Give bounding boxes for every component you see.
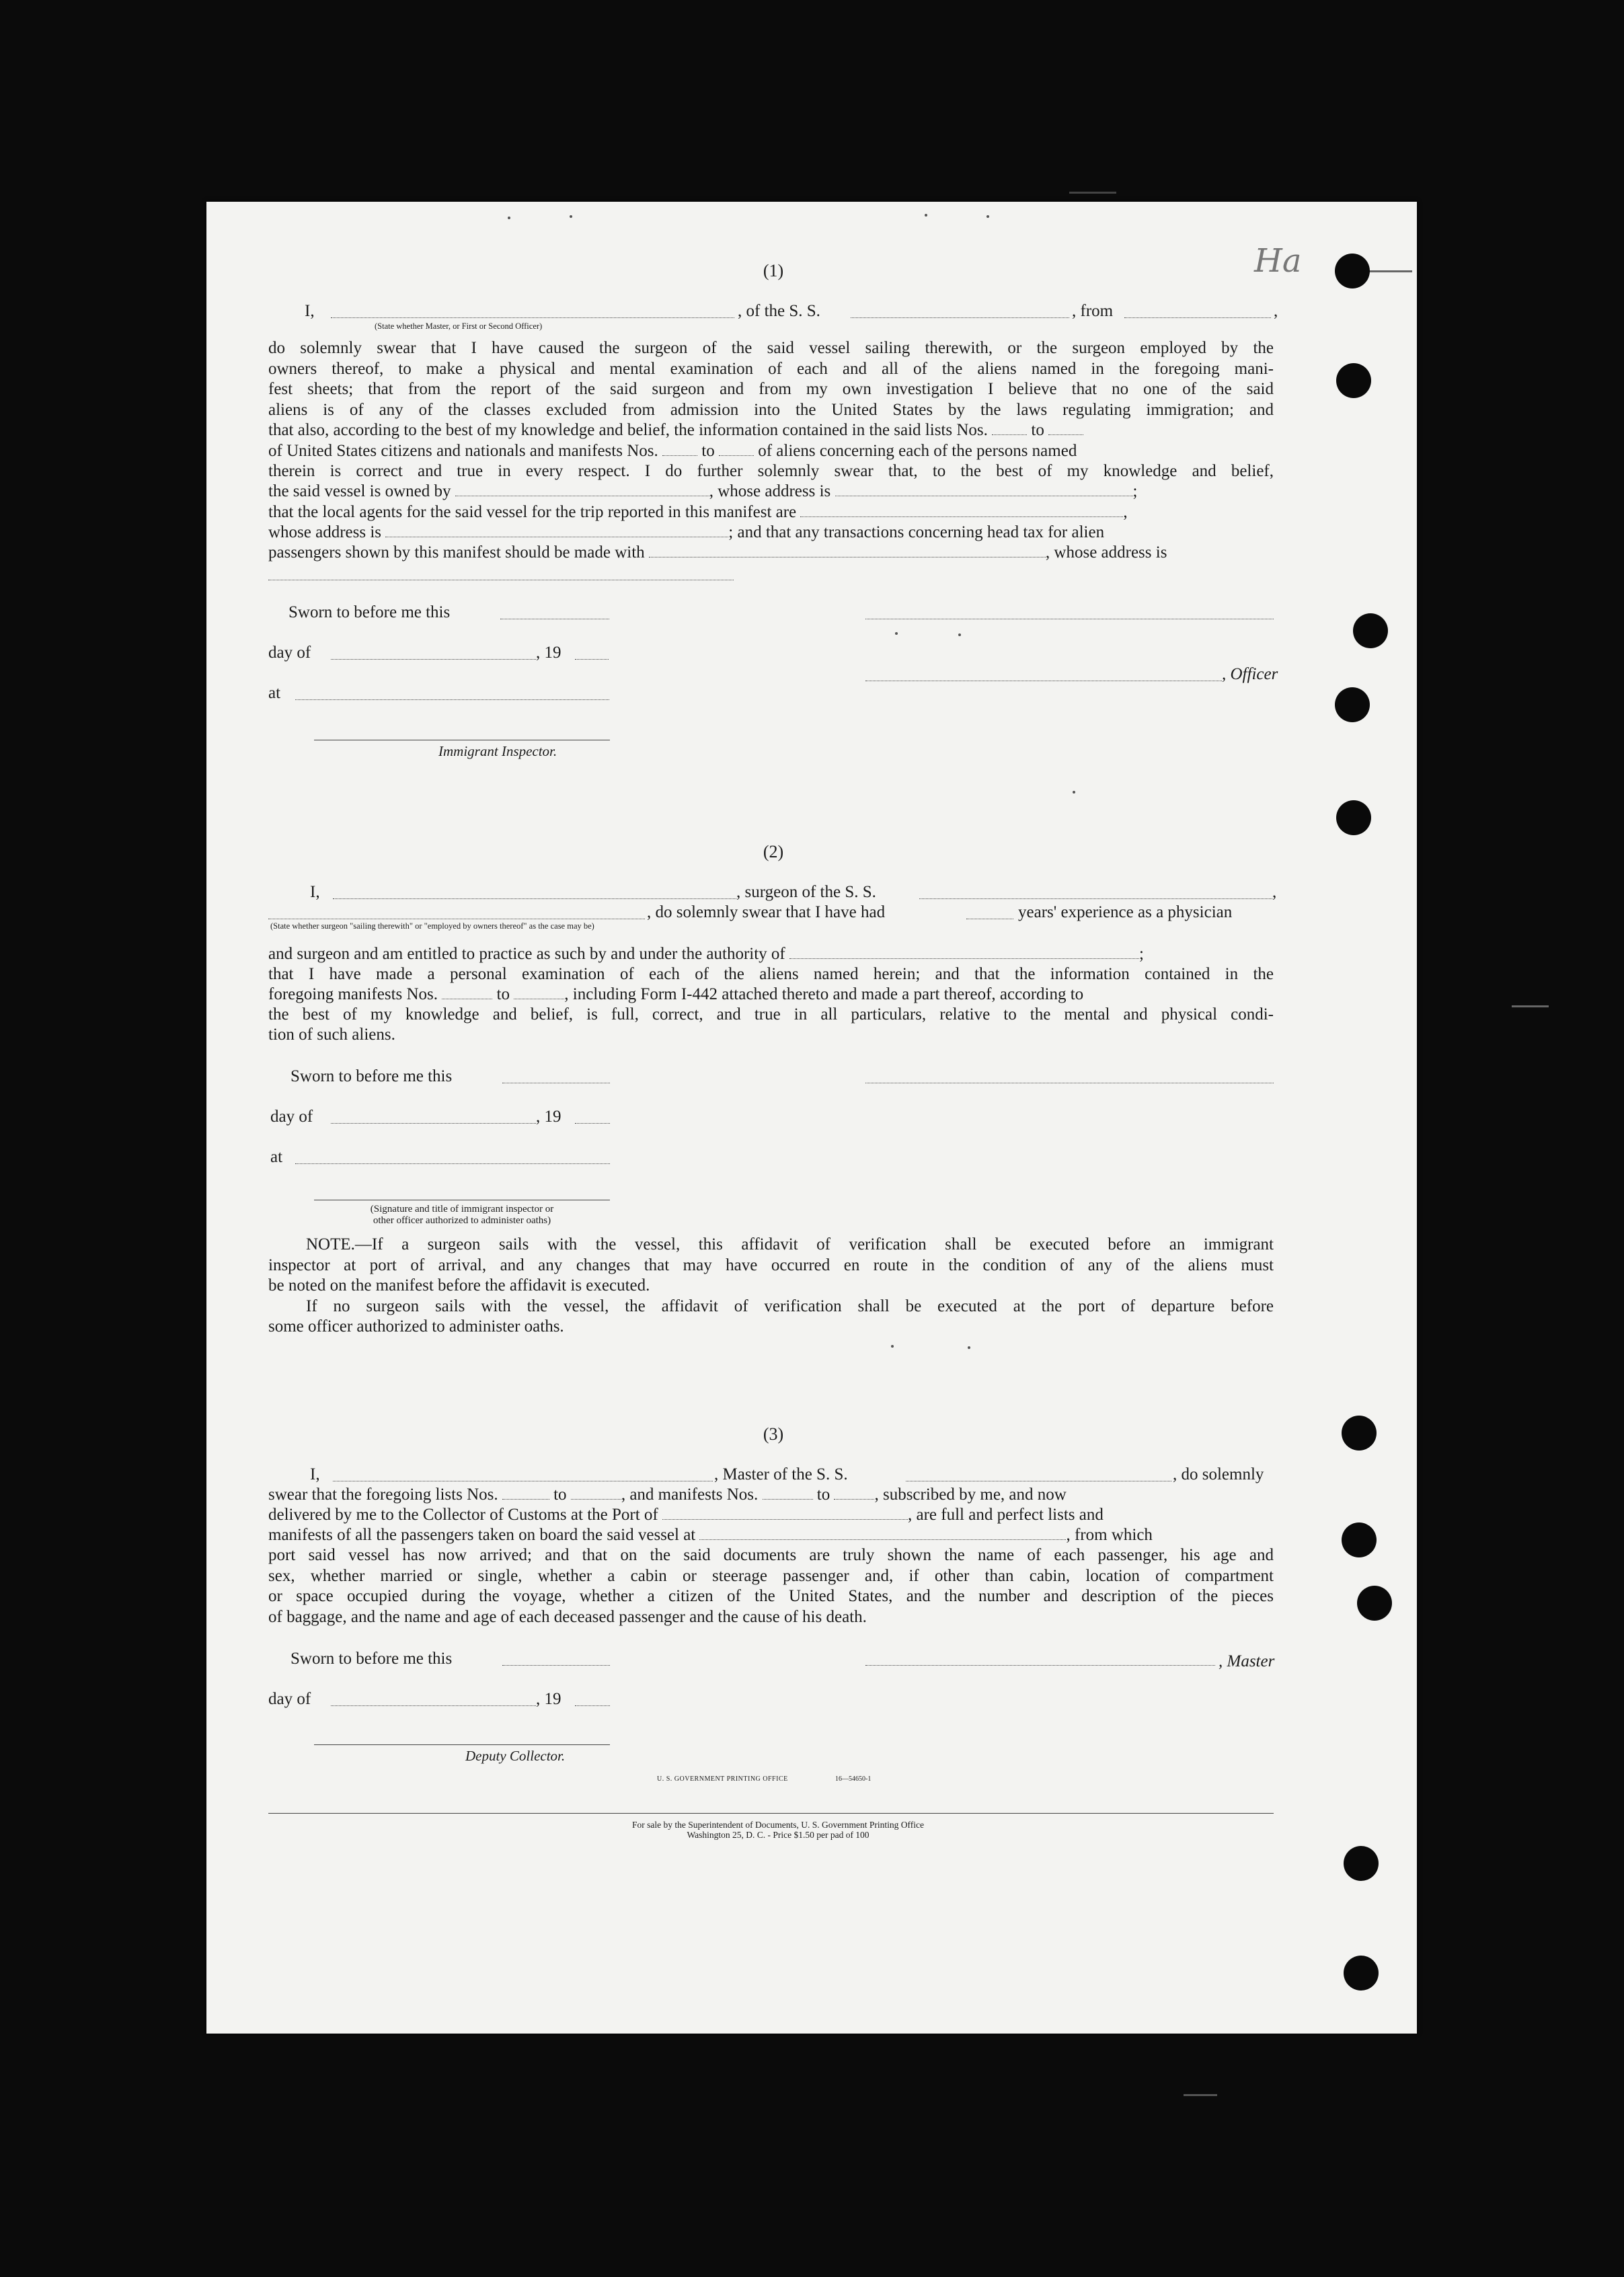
- text: , whose address is: [1045, 543, 1167, 562]
- margin-handwriting: Ha: [1254, 242, 1302, 280]
- lists-line: [268, 1485, 1067, 1505]
- text: ; and that any transactions concerning head tax for alien: [728, 523, 1105, 541]
- from-port-blank[interactable]: [1124, 317, 1271, 318]
- lists-to-blank[interactable]: [1048, 422, 1083, 435]
- manifest-page: [206, 202, 1417, 2034]
- owned-by-line: [268, 481, 1137, 502]
- paper-speck: [1073, 791, 1075, 794]
- text-line: sex, whether married or single, whether a cabin or steerage passenger and, if other than cabin, location of compartment: [268, 1566, 1274, 1585]
- departure-port-blank[interactable]: [699, 1527, 1066, 1540]
- sale-line: For sale by the Superintendent of Documents, U. S. Government Printing Office: [632, 1820, 924, 1830]
- sale-notice: [509, 1820, 1047, 1840]
- section-3-paragraph: [268, 1545, 1274, 1627]
- manifests-nos-line: [268, 441, 1077, 461]
- officer-caption: (State whether Master, or First or Second Officer): [375, 321, 543, 331]
- therein-line: therein is correct and true in every respect. I do further solemnly swear that, to the best of my knowledge and belief,: [268, 462, 1274, 480]
- year-label: , 19: [536, 1108, 562, 1126]
- manifests-line: [268, 985, 1083, 1005]
- label-master-of-ss: , Master of the S. S.: [714, 1465, 848, 1483]
- note-line: be noted on the manifest before the affidavit is executed.: [268, 1276, 650, 1295]
- punch-hole: [1342, 1416, 1377, 1451]
- text-line: of baggage, and the name and age of each deceased passenger and the cause of his death.: [268, 1607, 867, 1626]
- text: of aliens concerning each of the persons named: [758, 442, 1077, 460]
- years-text: years' experience as a physician: [1018, 903, 1233, 921]
- form-code: 16—54650-1: [835, 1775, 872, 1783]
- master-signature-blank[interactable]: [865, 1665, 1215, 1666]
- text-line: aliens is of any of the classes excluded from admission into the United States by the laws regulating immigration; and: [268, 400, 1274, 419]
- text: and surgeon and am entitled to practice as such by and under the authority of: [268, 945, 785, 963]
- examination-line: that I have made a personal examination of each of the aliens named herein; and that the information contained in the: [268, 965, 1274, 983]
- day-of-blank[interactable]: [331, 1705, 536, 1706]
- text: that also, according to the best of my knowledge and belief, the information contained in the said lists Nos.: [268, 421, 988, 439]
- port-blank[interactable]: [662, 1507, 908, 1520]
- text-line: do solemnly swear that I have caused the surgeon of the said vessel sailing therewith, or the surgeon employed by the: [268, 339, 1274, 357]
- year-blank[interactable]: [575, 1123, 610, 1124]
- surgeon-name-blank[interactable]: [333, 898, 736, 899]
- punch-hole: [1336, 363, 1371, 398]
- label-from: , from: [1072, 302, 1114, 320]
- section-3-number: (3): [763, 1424, 784, 1444]
- lists-from-blank[interactable]: [502, 1487, 549, 1500]
- agents-address-blank[interactable]: [385, 525, 728, 537]
- text: , subscribed by me, and now: [874, 1485, 1067, 1504]
- owner-address-blank[interactable]: [835, 484, 1133, 496]
- caption-line: (Signature and title of immigrant inspector or: [370, 1204, 554, 1214]
- label-i: I,: [305, 302, 315, 320]
- surgeon-vessel-blank[interactable]: [919, 898, 1272, 899]
- tion-line: tion of such aliens.: [268, 1026, 395, 1044]
- background-mark: [1069, 192, 1116, 194]
- sworn-label: Sworn to before me this: [291, 1650, 453, 1668]
- background-mark: [1184, 2094, 1217, 2096]
- officer-name-blank[interactable]: [331, 317, 734, 318]
- punch-hole: [1353, 613, 1388, 648]
- section-1-paragraph: [268, 338, 1274, 420]
- note-line: NOTE.—If a surgeon sails with the vessel, this affidavit of verification shall be executed before an immigrant: [306, 1235, 1274, 1253]
- paper-speck: [508, 217, 510, 219]
- note-line: some officer authorized to administer oaths.: [268, 1317, 564, 1336]
- text: to: [701, 442, 715, 460]
- label-i: I,: [310, 1465, 320, 1483]
- lists-to-blank[interactable]: [571, 1487, 621, 1500]
- vessel-name-blank[interactable]: [851, 317, 1069, 318]
- officer-label: , Officer: [1222, 665, 1278, 683]
- inspector-label: Immigrant Inspector.: [438, 743, 557, 759]
- label-i: I,: [310, 883, 320, 901]
- at-label: at: [268, 684, 281, 702]
- punch-hole: [1336, 800, 1371, 835]
- paper-speck: [891, 1345, 894, 1348]
- comma: ,: [1274, 302, 1278, 320]
- taken-on-board-line: [268, 1525, 1153, 1545]
- at-label: at: [270, 1148, 283, 1166]
- text: to: [496, 985, 510, 1003]
- day-of-blank[interactable]: [331, 659, 536, 660]
- label-of-ss: , of the S. S.: [738, 302, 820, 320]
- section-1-line-1: [305, 301, 315, 321]
- whose-address-line: [268, 523, 1104, 543]
- paper-speck: [968, 1346, 970, 1349]
- note-line: inspector at port of arrival, and any changes that may have occurred en route in the condition of any of the aliens must: [268, 1256, 1274, 1274]
- surgeon-status-caption: (State whether surgeon "sailing therewith" or "employed by owners thereof" as the case may be): [270, 921, 594, 931]
- text: whose address is: [268, 523, 382, 541]
- text: delivered by me to the Collector of Customs at the Port of: [268, 1506, 658, 1524]
- owner-blank[interactable]: [455, 484, 709, 496]
- deputy-collector-label: Deputy Collector.: [465, 1748, 566, 1764]
- footer-rule: [268, 1813, 1274, 1814]
- head-tax-agent-blank[interactable]: [649, 545, 1046, 557]
- belief-line: the best of my knowledge and belief, is full, correct, and true in all particulars, relative to the mental and physical condi-: [268, 1005, 1274, 1024]
- label-surgeon-of-ss: , surgeon of the S. S.: [736, 883, 876, 901]
- year-label: , 19: [536, 1690, 562, 1708]
- day-of-label: day of: [268, 1690, 311, 1708]
- punch-hole: [1344, 1846, 1379, 1881]
- sale-line: Washington 25, D. C. - Price $1.50 per pad of 100: [687, 1830, 869, 1840]
- paper-speck: [570, 215, 572, 218]
- day-of-label: day of: [270, 1108, 313, 1126]
- text: ;: [1132, 482, 1138, 500]
- collector-line: [268, 1505, 1104, 1525]
- punch-hole: [1335, 687, 1370, 722]
- paper-speck: [987, 215, 989, 218]
- signature-caption: [314, 1204, 610, 1227]
- master-label: , Master: [1219, 1652, 1275, 1670]
- text: passengers shown by this manifest should be made with: [268, 543, 645, 562]
- day-of-blank[interactable]: [331, 1123, 536, 1124]
- sworn-date-blank[interactable]: [502, 1665, 610, 1666]
- manifests-to-blank[interactable]: [834, 1487, 874, 1500]
- note-paragraph: [268, 1235, 1274, 1338]
- punch-hole: [1357, 1586, 1392, 1621]
- text: manifests of all the passengers taken on board the said vessel at: [268, 1526, 696, 1544]
- text: the said vessel is owned by: [268, 482, 451, 500]
- text-line: owners thereof, to make a physical and mental examination of each and all of the aliens named in the foregoing mani-: [268, 359, 1274, 378]
- paper-speck: [958, 633, 961, 636]
- text: , and manifests Nos.: [621, 1485, 759, 1504]
- text: to: [553, 1485, 567, 1504]
- agents-blank[interactable]: [800, 504, 1123, 517]
- background-mark: [1512, 1005, 1549, 1007]
- punch-hole: [1344, 1956, 1379, 1991]
- swear-text: , do solemnly swear that I have had: [647, 903, 886, 921]
- manifests-from-blank[interactable]: [442, 987, 492, 999]
- text: , are full and perfect lists and: [908, 1506, 1104, 1524]
- text: to: [816, 1485, 830, 1504]
- text: swear that the foregoing lists Nos.: [268, 1485, 498, 1504]
- caption-line: other officer authorized to administer oaths): [373, 1215, 551, 1226]
- punch-hole: [1342, 1522, 1377, 1557]
- year-blank[interactable]: [575, 659, 609, 660]
- collector-signature-line[interactable]: [314, 1744, 610, 1745]
- manifests-from-blank[interactable]: [662, 443, 697, 456]
- day-of-label: day of: [268, 644, 311, 662]
- text: , from which: [1066, 1526, 1153, 1544]
- manifests-to-blank[interactable]: [514, 987, 564, 999]
- text-line: or space occupied during the voyage, whether a citizen of the United States, and the number and description of the pieces: [268, 1587, 1274, 1605]
- manifests-to-blank[interactable]: [719, 443, 754, 456]
- year-blank[interactable]: [575, 1705, 610, 1706]
- at-place-blank[interactable]: [295, 699, 609, 700]
- punch-hole: [1335, 254, 1370, 288]
- text: of United States citizens and nationals and manifests Nos.: [268, 442, 658, 460]
- lists-nos-line: [268, 420, 1083, 440]
- section-2-number: (2): [763, 842, 784, 861]
- text: ;: [1139, 945, 1144, 963]
- gpo-imprint: U. S. GOVERNMENT PRINTING OFFICE: [657, 1775, 788, 1783]
- manifests-from-blank[interactable]: [763, 1487, 813, 1500]
- year-label: , 19: [536, 644, 562, 662]
- at-place-blank[interactable]: [295, 1163, 610, 1164]
- text: to: [1031, 421, 1044, 439]
- head-tax-line: [268, 543, 1167, 563]
- text-line: port said vessel has now arrived; and that on the said documents are truly shown the name of each passenger, his age and: [268, 1546, 1274, 1564]
- text: ,: [1123, 503, 1128, 521]
- swear-text: , do solemnly: [1173, 1465, 1264, 1483]
- sworn-label: Sworn to before me this: [288, 603, 451, 621]
- comma: ,: [1272, 883, 1277, 901]
- paper-speck: [925, 214, 927, 217]
- agents-line: [268, 502, 1128, 523]
- paper-speck: [895, 632, 898, 635]
- note-line: If no surgeon sails with the vessel, the affidavit of verification shall be executed at the port of departure before: [306, 1297, 1274, 1315]
- text: foregoing manifests Nos.: [268, 985, 438, 1003]
- sworn-label: Sworn to before me this: [291, 1067, 453, 1085]
- text: , including Form I-442 attached thereto and made a part thereof, according to: [564, 985, 1084, 1003]
- section-1-number: (1): [763, 261, 784, 280]
- authority-blank[interactable]: [789, 946, 1139, 959]
- text: that the local agents for the said vessel for the trip reported in this manifest are: [268, 503, 797, 521]
- authority-line: [268, 944, 1144, 964]
- text-line: fest sheets; that from the report of the said surgeon and from my own investigation I believe that no one of the said: [268, 380, 1274, 398]
- text: , whose address is: [709, 482, 831, 500]
- lists-from-blank[interactable]: [992, 422, 1027, 435]
